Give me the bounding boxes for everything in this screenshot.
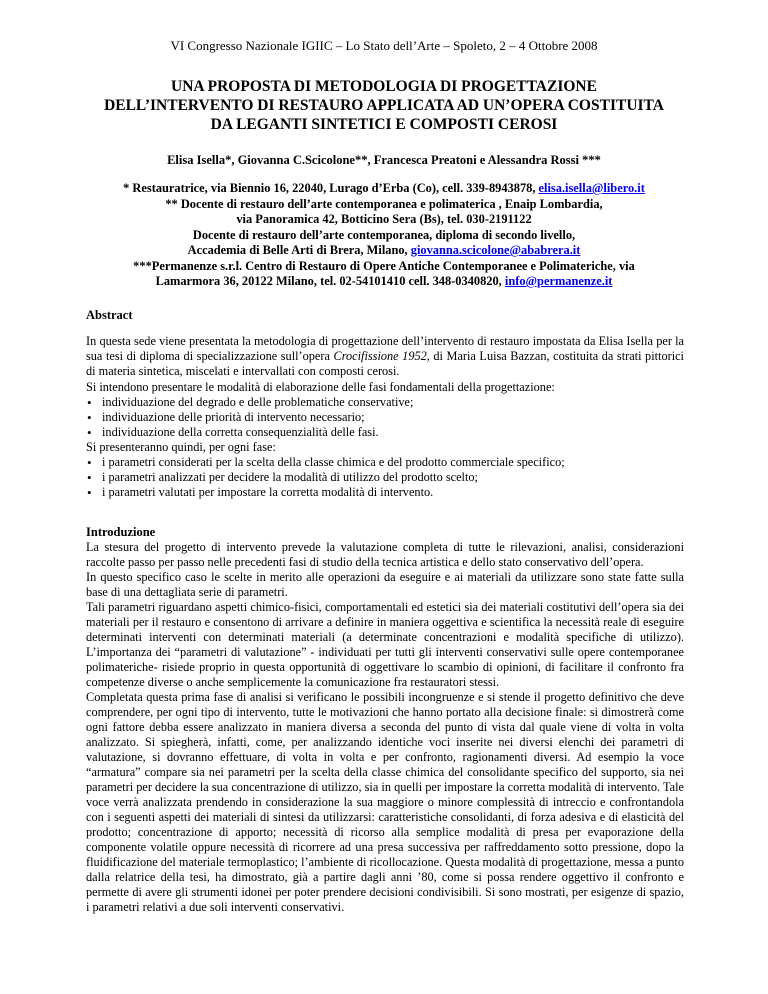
affiliation-line: ***Permanenze s.r.l. Centro di Restauro di Opere Antiche Contemporanee e Polimateriche, via xyxy=(133,258,635,273)
list-item: • individuazione del degrado e delle problematiche conservative; xyxy=(86,395,684,410)
parameter-list xyxy=(86,455,684,500)
email-link[interactable]: giovanna.scicolone@ababrera.it xyxy=(410,243,581,257)
affiliation-line xyxy=(60,243,708,259)
intro-paragraph: In questo specifico caso le scelte in merito alle operazioni da eseguire e ai materiali da utilizzare sono state fatte sulla base di una dettagliata serie di parametri. xyxy=(86,570,684,599)
affiliation-line: ** Docente di restauro dell’arte contemporanea e polimaterica , Enaip Lombardia, xyxy=(165,196,603,211)
title-line: UNA PROPOSTA DI METODOLOGIA DI PROGETTAZIONE xyxy=(171,78,597,95)
phase-list xyxy=(86,395,684,440)
intro-paragraph: Completata questa prima fase di analisi si verificano le possibili incongruenze e si stende il progetto definitivo che deve comprendere, per ogni tipo di intervento, tutte le motivazioni che hanno portato alla decisione finale: si dimostrerà come ogni fattore debba essere analizzato in maniera diversa a seconda del punto di vista dal quale viene di volta in volta analizzato. Si spiegherà, infatti, come, per analizzando identiche voci inserite nei diversi elenchi dei parametri di valutazione, si dovranno effettuare, di volta in volta e per confronto, ragionamenti diversi. Ad esempio la voce “armatura” compare sia nei parametri per la scelta della classe chimica del consolidante specifico del supporto, sia nei parametri per decidere la sua concentrazione di utilizzo, sia in quelli per impostare la corretta modalità di intervento. Tale voce verrà analizzata prendendo in considerazione la sua maggiore o minore complessità di intreccio e confrontandola con i seguenti aspetti dei materiali di sintesi da utilizzarsi: caratteristiche consolidanti, di forza adesiva e di elasticità del prodotto; concentrazione di apporto; necessità di ricorso alla semplice modalità di presa per evaporazione della componente volatile oppure necessità di ricorrere ad una presa successiva per raffreddamento sotto pressione, dopo la fluidificazione del materiale termoplastico; l’ambiente di ricollocazione. Questa modalità di progettazione, messa a punto dalla relatrice della tesi, ha dimostrato, già a partire dagli anni ’80, come si possa rendere oggettivo il confronto e permette di avere gli strumenti idonei per poter prendere decisioni condivisibili. Si sono mostrati, per esigenze di spazio, i parametri relativi a due soli interventi conservativi. xyxy=(86,690,684,914)
abstract-present-line: Si presenteranno quindi, per ogni fase: xyxy=(86,440,276,454)
email-link[interactable]: elisa.isella@libero.it xyxy=(538,181,645,195)
introduction-heading: Introduzione xyxy=(86,525,156,539)
abstract-text: In questa sede viene presentata la metodologia di progettazione dell’intervento di restauro impostata da Elisa Isella per la sua tesi di diploma di specializzazione sull’opera xyxy=(86,334,684,363)
email-link[interactable]: info@permanenze.it xyxy=(504,274,613,288)
list-item: • individuazione delle priorità di intervento necessario; xyxy=(86,410,684,425)
list-item: • i parametri considerati per la scelta della classe chimica e del prodotto commerciale specifico; xyxy=(86,455,684,470)
abstract-heading: Abstract xyxy=(86,308,133,322)
running-header: VI Congresso Nazionale IGIIC – Lo Stato dell’Arte – Spoleto, 2 – 4 Ottobre 2008 xyxy=(170,38,598,53)
title-line: DELL’INTERVENTO DI RESTAURO APPLICATA AD UN’OPERA COSTITUITA xyxy=(104,97,664,114)
affiliation-line xyxy=(60,181,708,197)
author-list: Elisa Isella*, Giovanna C.Scicolone**, Francesca Preatoni e Alessandra Rossi *** xyxy=(167,153,601,167)
affiliation-line: Docente di restauro dell’arte contemporanea, diploma di secondo livello, xyxy=(192,227,576,242)
abstract-text: , di Maria Luisa Bazzan, costituita da strati pittorici di materia sintetica, miscelati e intervallati con composti cerosi. xyxy=(86,349,684,378)
affiliation-text: Accademia di Belle Arti di Brera, Milano, xyxy=(187,243,411,257)
introduction-body xyxy=(86,540,684,915)
list-item: • individuazione della corretta consequenzialità delle fasi. xyxy=(86,425,684,440)
affiliations xyxy=(60,181,708,290)
affiliation-line xyxy=(60,274,708,290)
list-item: • i parametri analizzati per decidere la modalità di utilizzo del prodotto scelto; xyxy=(86,470,684,485)
affiliation-text: * Restauratrice, via Biennio 16, 22040, Lurago d’Erba (Co), cell. 339-8943878, xyxy=(123,181,539,195)
paper-title xyxy=(70,77,698,134)
artwork-title: Crocifissione 1952 xyxy=(333,349,427,363)
abstract-paragraph xyxy=(86,334,684,379)
list-item: • i parametri valutati per impostare la corretta modalità di intervento. xyxy=(86,485,684,500)
title-line: DA LEGANTI SINTETICI E COMPOSTI CEROSI xyxy=(210,116,558,133)
abstract-intent: Si intendono presentare le modalità di elaborazione delle fasi fondamentali della progettazione: xyxy=(86,380,555,394)
affiliation-text: Lamarmora 36, 20122 Milano, tel. 02-54101410 cell. 348-0340820, xyxy=(155,274,505,288)
affiliation-line: via Panoramica 42, Botticino Sera (Bs), tel. 030-2191122 xyxy=(236,212,532,226)
intro-paragraph: Tali parametri riguardano aspetti chimico-fisici, comportamentali ed estetici sia dei materiali costitutivi dell’opera sia dei materiali per il restauro e consentono di arrivare a definire in maniera oggettiva e scientifica la necessità reale di eseguire determinati interventi con determinati materiali (a determinate concentrazioni e modalità specifiche di utilizzo). L’importanza dei “parametri di valutazione” - individuati per tutti gli interventi conservativi sulle opere contemporanee polimateriche- risiede proprio in questa opportunità di oggettivare lo scambio di opinioni, di facilitare il confronto fra competenze diverse o anche semplicemente la comunicazione fra restauratori stessi. xyxy=(86,600,684,689)
intro-paragraph: La stesura del progetto di intervento prevede la valutazione completa di tutte le rilevazioni, analisi, considerazioni raccolte passo per passo nelle precedenti fasi di studio della tecnica artistica e dello stato conservativo dell’opera. xyxy=(86,540,684,569)
